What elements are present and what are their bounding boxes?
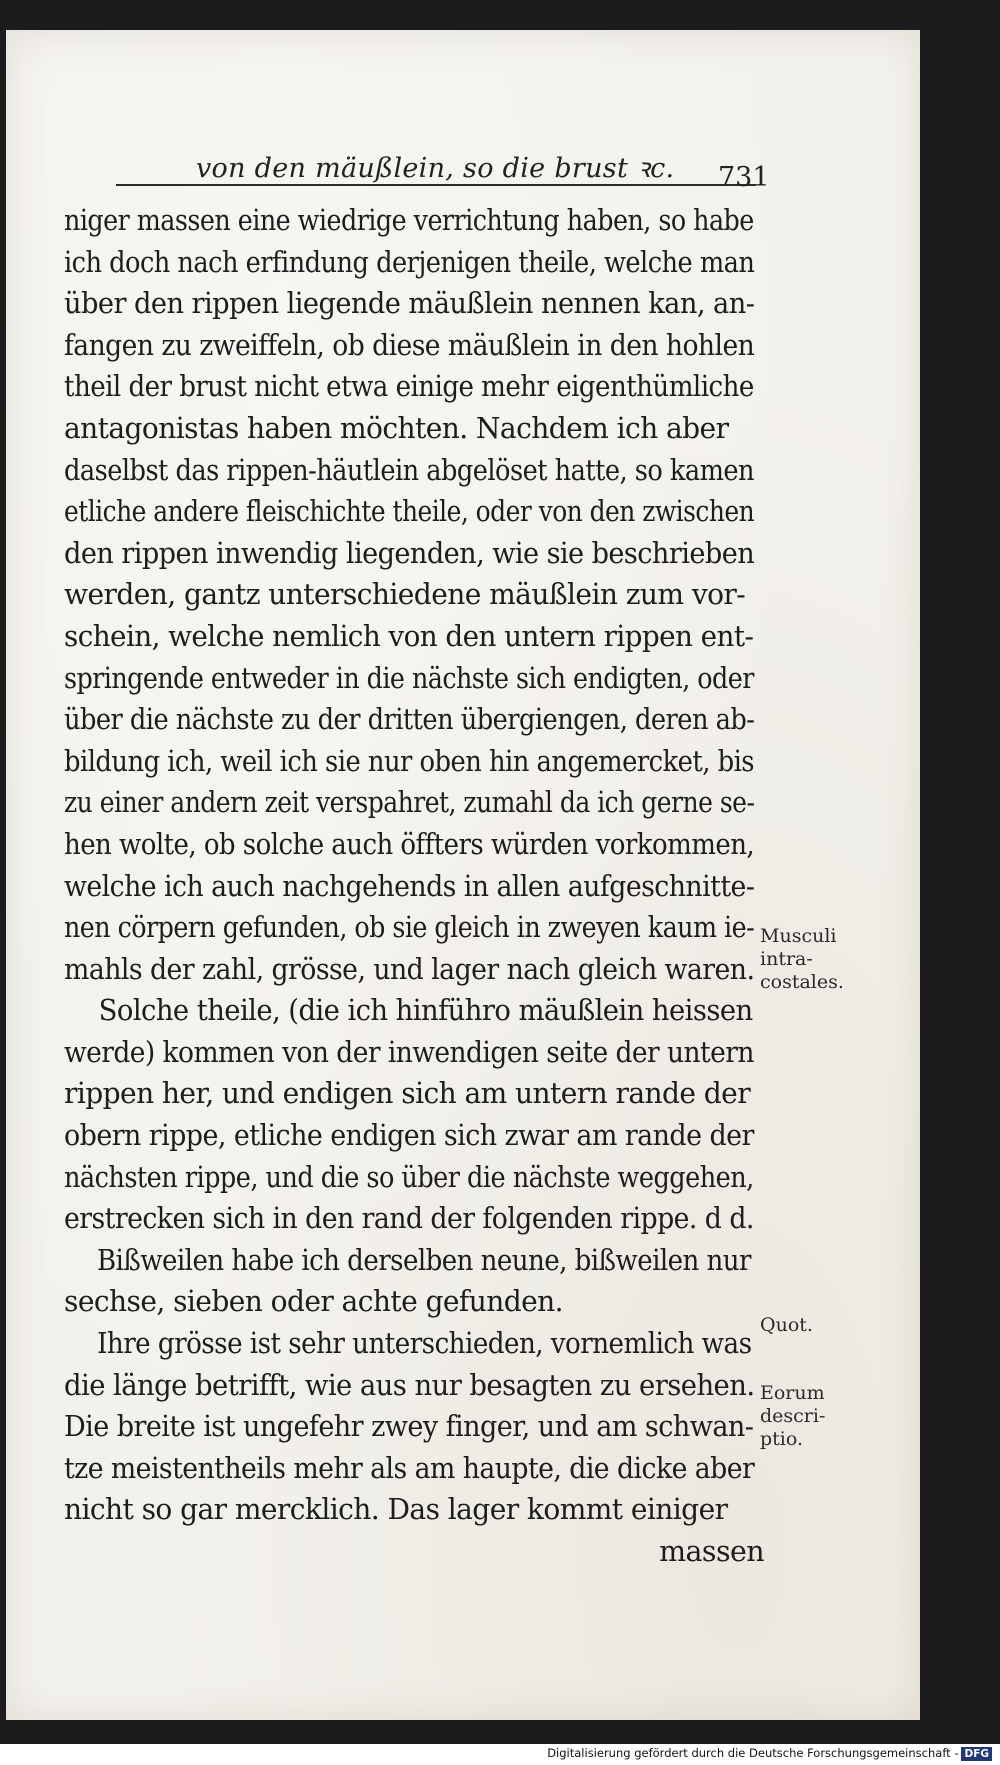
text-line: nen cörpern gefunden, ob sie gleich in zweyen kaum ie- [64, 911, 755, 945]
dfg-logo-icon: DFG [961, 1747, 992, 1761]
text-line: etliche andere fleischichte theile, oder von den zwischen [64, 495, 755, 529]
text-line: werden, gantz unterschiedene mäußlein zum vor- [64, 578, 746, 612]
text-line: den rippen inwendig liegenden, wie sie beschrieben [64, 536, 755, 570]
body-text [64, 200, 764, 1573]
text-line: die länge betrifft, wie aus nur besagten zu ersehen. [64, 1368, 755, 1402]
running-header [116, 142, 756, 192]
text-line: fangen zu zweiffeln, ob diese mäußlein in den hohlen [64, 328, 755, 362]
text-line: nächsten rippe, und die so über die nächste weggehen, [64, 1160, 754, 1194]
book-page [6, 30, 920, 1720]
text-line: theil der brust nicht etwa einige mehr eigenthümliche [64, 370, 754, 404]
text-line: sechse, sieben oder achte gefunden. [64, 1285, 564, 1319]
margin-note: Eorum [760, 1382, 825, 1404]
text-line: Die breite ist ungefehr zwey finger, und am schwan- [64, 1410, 754, 1444]
text-line: ich doch nach erfindung derjenigen theile, welche man [64, 245, 755, 279]
funding-credit-text: Digitalisierung gefördert durch die Deutsche Forschungsgemeinschaft - [547, 1746, 959, 1760]
margin-note: Quot. [760, 1314, 813, 1336]
header-rule [116, 184, 756, 186]
text-line: tze meistentheils mehr als am haupte, die dicke aber [64, 1451, 755, 1485]
margin-note: descri- [760, 1405, 826, 1427]
text-line: zu einer andern zeit verspahret, zumahl da ich gerne se- [64, 786, 755, 820]
text-line: antagonistas haben möchten. Nachdem ich aber [64, 411, 729, 445]
text-line: bildung ich, weil ich sie nur oben hin angemercket, bis [64, 744, 754, 778]
text-line: über die nächste zu der dritten übergiengen, deren ab- [64, 703, 755, 737]
text-line: niger massen eine wiedrige verrichtung haben, so habe [64, 204, 754, 237]
text-line: Ihre grösse ist sehr unterschieden, vornemlich was [97, 1327, 752, 1361]
text-line: Solche theile, (die ich hinführo mäußlein heissen [98, 994, 753, 1028]
text-line: welche ich auch nachgehends in allen aufgeschnitte- [64, 869, 755, 903]
running-title: von den mäußlein, so die brust ꝛc. [196, 153, 675, 184]
text-line: obern rippe, etliche endigen sich zwar am rande der [64, 1119, 754, 1153]
margin-note: costales. [760, 971, 844, 993]
text-line: erstrecken sich in den rand der folgenden rippe. d d. [64, 1202, 754, 1236]
text-line: rippen her, und endigen sich am untern rande der [64, 1077, 751, 1111]
margin-note: ptio. [760, 1428, 804, 1450]
footer-bar [0, 1744, 1000, 1765]
margin-note: Musculi [760, 925, 837, 947]
page-number: 731 [718, 162, 770, 193]
margin-note: intra- [760, 948, 813, 970]
text-line: nicht so gar mercklich. Das lager kommt einiger [64, 1493, 728, 1527]
text-line: daselbst das rippen-häutlein abgelöset hatte, so kamen [64, 453, 755, 487]
text-line: hen wolte, ob solche auch öffters würden vorkommen, [64, 827, 755, 861]
text-line: Bißweilen habe ich derselben neune, bißweilen nur [96, 1243, 751, 1277]
funding-credit [547, 1746, 992, 1761]
text-line: über den rippen liegende mäußlein nennen kan, an- [64, 287, 755, 321]
text-line: mahls der zahl, grösse, und lager nach gleich waren. [64, 952, 755, 986]
text-line: werde) kommen von der inwendigen seite der untern [64, 1035, 754, 1069]
catchword: massen [659, 1535, 764, 1568]
text-line: springende entweder in die nächste sich endigten, oder [64, 661, 754, 695]
text-line: schein, welche nemlich von den untern rippen ent- [64, 619, 754, 653]
